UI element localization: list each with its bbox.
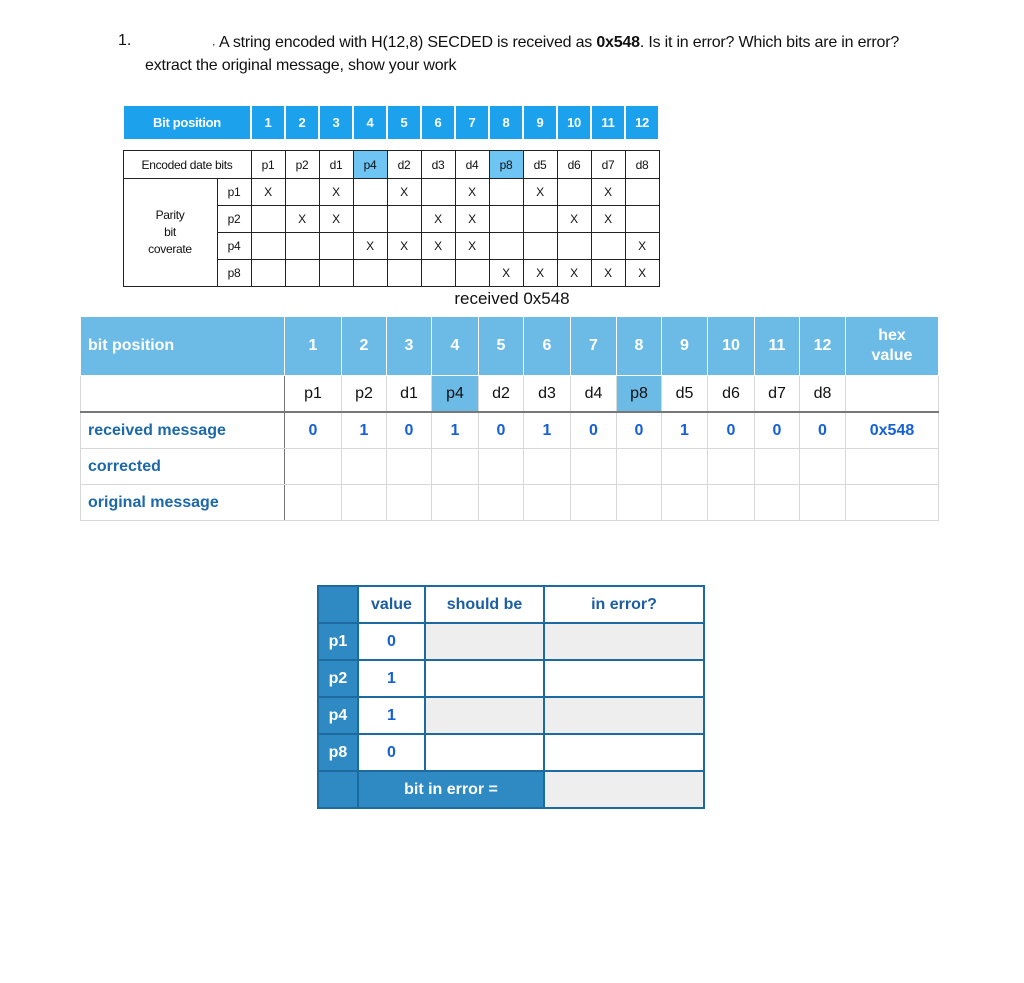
coverage-position: 6 — [421, 105, 455, 140]
parity-coverage-table — [122, 104, 660, 287]
coverage-row-name: p1 — [217, 179, 251, 206]
coverage-mark: X — [353, 233, 387, 260]
bits-position: 5 — [479, 317, 524, 376]
coverage-mark — [251, 260, 285, 287]
bits-position: 11 — [755, 317, 800, 376]
coverage-mark — [557, 179, 591, 206]
question-tick: , — [212, 37, 215, 48]
coverage-position: 12 — [625, 105, 659, 140]
bits-position: 8 — [617, 317, 662, 376]
coverage-mark: X — [319, 206, 353, 233]
coverage-mark: X — [625, 260, 659, 287]
coverage-mark — [557, 233, 591, 260]
parity-label-line: Parity — [155, 208, 185, 222]
encoded-bit: d3 — [421, 151, 455, 179]
bits-position: 9 — [662, 317, 708, 376]
bit-name: p4 — [432, 376, 479, 413]
coverage-mark — [285, 233, 319, 260]
encoded-bit: d4 — [455, 151, 489, 179]
parity-name: p8 — [318, 734, 358, 771]
parity-check-header — [318, 586, 704, 623]
corrected-bit[interactable] — [342, 449, 387, 485]
coverage-mark — [421, 260, 455, 287]
received-bit: 0 — [617, 412, 662, 449]
original-bit[interactable] — [571, 485, 617, 521]
original-bit[interactable] — [432, 485, 479, 521]
bit-name: p8 — [617, 376, 662, 413]
original-label: original message — [81, 485, 285, 521]
encoded-bits-row — [123, 151, 659, 179]
coverage-mark: X — [319, 179, 353, 206]
bits-header-row — [81, 317, 939, 376]
coverage-mark — [591, 233, 625, 260]
coverage-row-name: p4 — [217, 233, 251, 260]
bit-name: d4 — [571, 376, 617, 413]
original-bit[interactable] — [387, 485, 432, 521]
original-bit[interactable] — [708, 485, 755, 521]
received-bit: 0 — [285, 412, 342, 449]
parity-should-be[interactable] — [425, 697, 544, 734]
bit-name: p1 — [285, 376, 342, 413]
coverage-mark: X — [591, 206, 625, 233]
coverage-mark — [251, 233, 285, 260]
encoded-bit: d7 — [591, 151, 625, 179]
original-bit[interactable] — [800, 485, 846, 521]
coverage-mark: X — [421, 233, 455, 260]
bit-in-error-answer[interactable] — [544, 771, 704, 808]
coverage-mark — [285, 260, 319, 287]
coverage-mark: X — [591, 260, 625, 287]
bit-names-empty — [81, 376, 285, 413]
coverage-mark — [319, 233, 353, 260]
original-bit[interactable] — [617, 485, 662, 521]
bits-position: 6 — [524, 317, 571, 376]
coverage-row-name: p8 — [217, 260, 251, 287]
coverage-mark: X — [523, 260, 557, 287]
encoded-bit: d1 — [319, 151, 353, 179]
parity-name: p1 — [318, 623, 358, 660]
coverage-mark — [285, 179, 319, 206]
corrected-bit[interactable] — [524, 449, 571, 485]
original-bit[interactable] — [342, 485, 387, 521]
col-in-error: in error? — [544, 586, 704, 623]
bit-name: d5 — [662, 376, 708, 413]
parity-check-table — [317, 585, 705, 809]
coverage-mark: X — [251, 179, 285, 206]
question-text-part2: . Is it in error? Which bits are in error? extract the original message, show your work — [145, 34, 900, 74]
original-bit[interactable] — [479, 485, 524, 521]
original-bit[interactable] — [662, 485, 708, 521]
corrected-bit[interactable] — [662, 449, 708, 485]
coverage-mark — [387, 206, 421, 233]
parity-corner — [318, 586, 358, 623]
coverage-mark: X — [455, 179, 489, 206]
bit-name: d7 — [755, 376, 800, 413]
coverage-position: 7 — [455, 105, 489, 140]
coverage-mark: X — [489, 260, 523, 287]
coverage-mark — [625, 206, 659, 233]
coverage-mark — [489, 233, 523, 260]
parity-in-error[interactable] — [544, 660, 704, 697]
bit-name: d8 — [800, 376, 846, 413]
parity-value: 0 — [358, 734, 425, 771]
corrected-bit[interactable] — [432, 449, 479, 485]
received-bit: 1 — [432, 412, 479, 449]
received-row — [81, 412, 939, 449]
coverage-mark: X — [557, 206, 591, 233]
coverage-mark: X — [455, 206, 489, 233]
corrected-bit[interactable] — [617, 449, 662, 485]
question-number: 1. — [118, 32, 132, 49]
parity-value: 0 — [358, 623, 425, 660]
coverage-position: 10 — [557, 105, 591, 140]
received-bit: 1 — [524, 412, 571, 449]
received-bit: 0 — [479, 412, 524, 449]
bit-names-row — [81, 376, 939, 413]
bits-header-label: bit position — [81, 317, 285, 376]
bit-name: d2 — [479, 376, 524, 413]
received-bit: 1 — [662, 412, 708, 449]
coverage-row-p1 — [123, 179, 659, 206]
received-bit: 0 — [800, 412, 846, 449]
parity-name: p2 — [318, 660, 358, 697]
corrected-row — [81, 449, 939, 485]
bits-position: 2 — [342, 317, 387, 376]
coverage-row-name: p2 — [217, 206, 251, 233]
encoded-bit: d2 — [387, 151, 421, 179]
parity-row-p8 — [318, 734, 704, 771]
coverage-mark — [353, 206, 387, 233]
parity-label-line: bit — [164, 225, 176, 239]
coverage-mark — [523, 206, 557, 233]
bit-name: p2 — [342, 376, 387, 413]
coverage-mark: X — [557, 260, 591, 287]
question-text-part1: A string encoded with H(12,8) SECDED is received as — [219, 34, 597, 51]
coverage-position: 1 — [251, 105, 285, 140]
received-bit: 1 — [342, 412, 387, 449]
coverage-mark — [387, 260, 421, 287]
received-caption: received 0x548 — [454, 289, 570, 308]
corrected-bit[interactable] — [571, 449, 617, 485]
coverage-mark: X — [421, 206, 455, 233]
bits-position: 7 — [571, 317, 617, 376]
coverage-position: 4 — [353, 105, 387, 140]
coverage-mark — [353, 260, 387, 287]
encoded-bit: p2 — [285, 151, 319, 179]
coverage-header-row — [123, 105, 659, 140]
coverage-mark: X — [285, 206, 319, 233]
parity-row-p1 — [318, 623, 704, 660]
received-bit: 0 — [571, 412, 617, 449]
hex-value-header: hex value — [846, 317, 939, 376]
coverage-position: 2 — [285, 105, 319, 140]
parity-should-be[interactable] — [425, 734, 544, 771]
corrected-bit[interactable] — [800, 449, 846, 485]
coverage-mark: X — [625, 233, 659, 260]
bit-in-error-label: bit in error = — [358, 771, 544, 808]
corrected-hex[interactable] — [846, 449, 939, 485]
corrected-bit[interactable] — [479, 449, 524, 485]
parity-in-error[interactable] — [544, 697, 704, 734]
coverage-mark — [251, 206, 285, 233]
received-bit: 0 — [755, 412, 800, 449]
bits-position: 12 — [800, 317, 846, 376]
col-value: value — [358, 586, 425, 623]
received-bit: 0 — [387, 412, 432, 449]
hex-empty — [846, 376, 939, 413]
encoded-bit: p8 — [489, 151, 523, 179]
parity-should-be[interactable] — [425, 623, 544, 660]
received-hex: 0x548 — [846, 412, 939, 449]
coverage-position: 9 — [523, 105, 557, 140]
coverage-mark — [489, 206, 523, 233]
corrected-bit[interactable] — [755, 449, 800, 485]
coverage-position: 11 — [591, 105, 625, 140]
coverage-mark — [319, 260, 353, 287]
corrected-bit[interactable] — [285, 449, 342, 485]
parity-row-p4 — [318, 697, 704, 734]
original-bit[interactable] — [755, 485, 800, 521]
coverage-mark: X — [387, 179, 421, 206]
coverage-position: 5 — [387, 105, 421, 140]
corrected-bit[interactable] — [387, 449, 432, 485]
bit-name: d3 — [524, 376, 571, 413]
encoded-label: Encoded date bits — [123, 151, 251, 179]
bit-in-error-row — [318, 771, 704, 808]
original-bit[interactable] — [524, 485, 571, 521]
coverage-mark — [625, 179, 659, 206]
parity-label-line: coverate — [148, 242, 192, 256]
encoded-bit: p1 — [251, 151, 285, 179]
encoded-bit: p4 — [353, 151, 387, 179]
question-value: 0x548 — [596, 34, 640, 51]
corrected-bit[interactable] — [708, 449, 755, 485]
coverage-mark: X — [591, 179, 625, 206]
bits-position: 1 — [285, 317, 342, 376]
coverage-mark — [455, 260, 489, 287]
parity-should-be[interactable] — [425, 660, 544, 697]
original-row — [81, 485, 939, 521]
received-label: received message — [81, 412, 285, 449]
coverage-mark — [353, 179, 387, 206]
received-bit: 0 — [708, 412, 755, 449]
coverage-position: 3 — [319, 105, 353, 140]
question-text — [145, 31, 945, 77]
parity-in-error[interactable] — [544, 734, 704, 771]
bits-position: 4 — [432, 317, 479, 376]
coverage-mark: X — [455, 233, 489, 260]
bit-in-error-side — [318, 771, 358, 808]
received-bits-table — [80, 316, 939, 521]
parity-value: 1 — [358, 697, 425, 734]
bits-position: 10 — [708, 317, 755, 376]
original-bit[interactable] — [285, 485, 342, 521]
coverage-mark — [489, 179, 523, 206]
parity-row-p2 — [318, 660, 704, 697]
bit-name: d6 — [708, 376, 755, 413]
original-hex[interactable] — [846, 485, 939, 521]
col-should-be: should be — [425, 586, 544, 623]
encoded-bit: d6 — [557, 151, 591, 179]
parity-coverage-label — [123, 179, 217, 287]
coverage-mark — [421, 179, 455, 206]
parity-value: 1 — [358, 660, 425, 697]
parity-name: p4 — [318, 697, 358, 734]
bit-name: d1 — [387, 376, 432, 413]
encoded-bit: d5 — [523, 151, 557, 179]
coverage-mark: X — [387, 233, 421, 260]
coverage-mark — [523, 233, 557, 260]
corrected-label: corrected — [81, 449, 285, 485]
parity-in-error[interactable] — [544, 623, 704, 660]
bits-position: 3 — [387, 317, 432, 376]
coverage-header-label: Bit position — [123, 105, 251, 140]
coverage-position: 8 — [489, 105, 523, 140]
encoded-bit: d8 — [625, 151, 659, 179]
coverage-mark: X — [523, 179, 557, 206]
